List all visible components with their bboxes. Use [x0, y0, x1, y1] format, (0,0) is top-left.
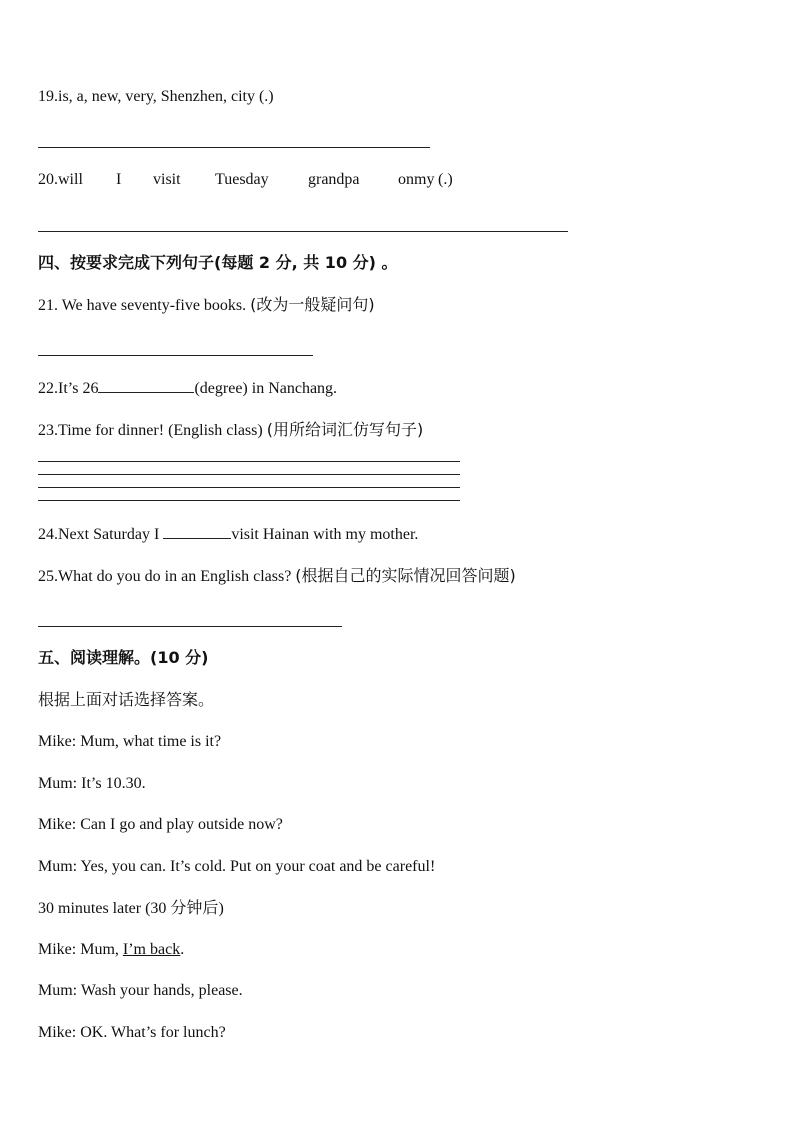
- word-item: Tuesday: [215, 171, 269, 188]
- speaker-name: Mike:: [38, 1024, 77, 1041]
- question-19: [38, 87, 274, 107]
- fill-blank-24[interactable]: [163, 524, 231, 539]
- word-item: (.): [438, 171, 453, 188]
- answer-line-25[interactable]: [38, 626, 342, 627]
- speaker-name: Mike:: [38, 733, 77, 750]
- word-item: visit: [153, 171, 181, 188]
- question-hint: (用所给词汇仿写句子): [266, 420, 424, 439]
- answer-line-23d[interactable]: [38, 500, 460, 501]
- question-24: [38, 524, 418, 545]
- dialogue-text: Mum,: [76, 941, 123, 958]
- question-text: What do you do in an English class?: [58, 568, 296, 585]
- dialogue-text: Mum, what time is it?: [76, 733, 222, 750]
- speaker-name: Mum:: [38, 858, 78, 875]
- question-text: We have seventy-five books.: [58, 297, 251, 314]
- question-text: Time for dinner! (English class): [58, 422, 267, 439]
- dialogue-text: OK. What’s for lunch?: [76, 1024, 226, 1041]
- dialogue-line: [38, 815, 283, 835]
- question-22: [38, 378, 337, 399]
- speaker-name: Mike:: [38, 941, 77, 958]
- answer-line-23b[interactable]: [38, 474, 460, 475]
- section-5-title: 五、阅读理解。(10 分): [38, 648, 209, 667]
- dialogue-line: [38, 732, 221, 752]
- answer-line-23a[interactable]: [38, 461, 460, 462]
- question-text: It’s 26: [58, 380, 99, 397]
- question-text: (degree) in Nanchang.: [194, 380, 338, 397]
- underlined-phrase: I’m back: [122, 941, 181, 958]
- time-note-end: ): [218, 900, 224, 917]
- question-number: 25.: [38, 568, 58, 585]
- section-5-instruction: 根据上面对话选择答案。: [38, 690, 215, 709]
- dialogue-line: [38, 940, 184, 960]
- question-21: [38, 295, 375, 316]
- dialogue-text: It’s 10.30.: [77, 775, 146, 792]
- question-text: is, a, new, very, Shenzhen, city (.): [58, 88, 274, 105]
- question-number: 24.: [38, 526, 58, 543]
- question-text: Next Saturday I: [58, 526, 164, 543]
- word-item: onmy: [398, 171, 435, 188]
- answer-line-19[interactable]: [38, 147, 430, 148]
- speaker-name: Mum:: [38, 775, 78, 792]
- question-hint: (根据自己的实际情况回答问题): [295, 566, 516, 585]
- time-note: [38, 898, 224, 919]
- dialogue-line: [38, 774, 146, 794]
- question-number: 23.: [38, 422, 58, 439]
- question-20: [38, 170, 453, 190]
- question-number: 19.: [38, 88, 58, 105]
- question-25: [38, 566, 516, 587]
- answer-line-23c[interactable]: [38, 487, 460, 488]
- word-item: will: [58, 171, 83, 188]
- question-number: 21.: [38, 297, 58, 314]
- dialogue-text: Wash your hands, please.: [77, 982, 243, 999]
- word-item: grandpa: [308, 171, 360, 188]
- question-hint: (改为一般疑问句): [250, 295, 375, 314]
- fill-blank-22[interactable]: [98, 378, 194, 393]
- question-number: 20.: [38, 171, 58, 188]
- dialogue-text: .: [180, 941, 185, 958]
- dialogue-line: [38, 981, 243, 1001]
- section-4-title: 四、按要求完成下列句子(每题 2 分, 共 10 分) 。: [38, 253, 398, 272]
- word-item: I: [116, 171, 122, 188]
- question-23: [38, 420, 423, 441]
- question-number: 22.: [38, 380, 58, 397]
- dialogue-line: [38, 1023, 226, 1043]
- time-note-cn: 分钟后: [170, 898, 219, 917]
- speaker-name: Mum:: [38, 982, 78, 999]
- dialogue-line: [38, 857, 435, 877]
- answer-line-20[interactable]: [38, 231, 568, 232]
- speaker-name: Mike:: [38, 816, 77, 833]
- time-note-text: 30 minutes later (30: [38, 900, 171, 917]
- dialogue-text: Can I go and play outside now?: [76, 816, 283, 833]
- question-text: visit Hainan with my mother.: [231, 526, 419, 543]
- answer-line-21[interactable]: [38, 355, 313, 356]
- dialogue-text: Yes, you can. It’s cold. Put on your coat and be careful!: [77, 858, 436, 875]
